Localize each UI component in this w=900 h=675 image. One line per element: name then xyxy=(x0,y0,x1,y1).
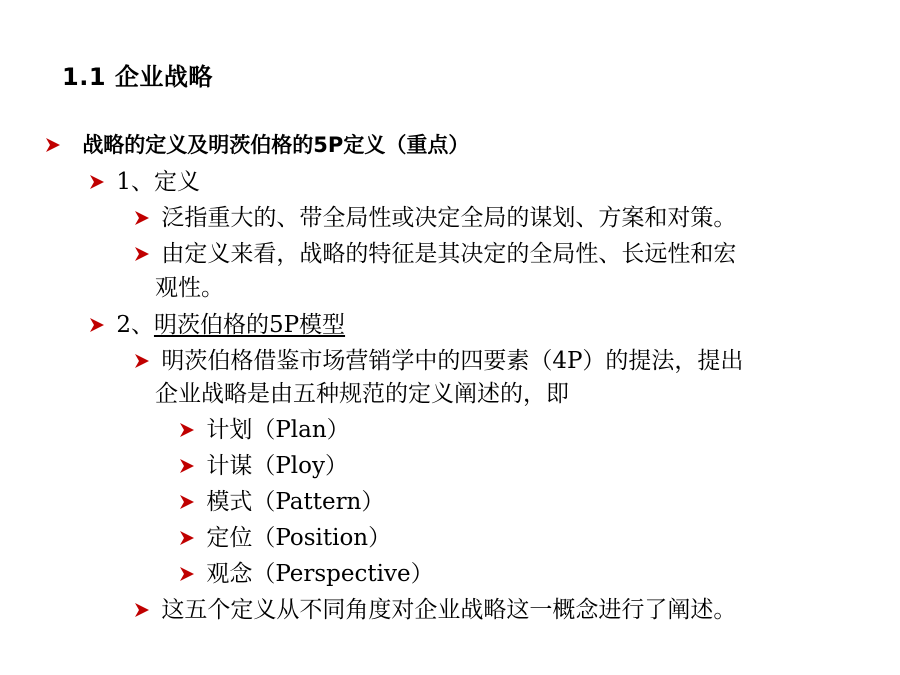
arrow-bullet-icon xyxy=(44,136,62,154)
slide-title: 1.1 企业战略 xyxy=(62,63,213,91)
bullet-text: 计划（Plan） xyxy=(206,417,350,443)
bullet-item-level4 xyxy=(178,557,434,591)
bullet-text: 模式（Pattern） xyxy=(206,489,385,515)
arrow-bullet-icon xyxy=(133,352,151,370)
bullet-text-continuation: 观性。 xyxy=(155,275,224,301)
arrow-bullet-icon xyxy=(133,209,151,227)
bullet-text: 定位（Position） xyxy=(206,525,392,551)
arrow-bullet-icon xyxy=(178,493,196,511)
bullet-text: 这五个定义从不同角度对企业战略这一概念进行了阐述。 xyxy=(161,597,737,623)
bullet-item-level3 xyxy=(133,593,736,627)
arrow-bullet-icon xyxy=(178,457,196,475)
bullet-text: 观念（Perspective） xyxy=(206,561,434,587)
bullet-item-level4 xyxy=(178,449,348,483)
arrow-bullet-icon xyxy=(178,529,196,547)
bullet-item-level4 xyxy=(178,521,391,555)
bullet-item-level4 xyxy=(178,413,350,447)
bullet-item-level3 xyxy=(133,237,736,271)
bullet-item-level1 xyxy=(44,128,469,162)
bullet-text: 明茨伯格借鉴市场营销学中的四要素（4P）的提法，提出 xyxy=(161,348,744,374)
bullet-item-level3 xyxy=(133,201,736,235)
bullet-text: 计谋（Ploy） xyxy=(206,453,348,479)
arrow-bullet-icon xyxy=(88,173,106,191)
bullet-text-continuation: 企业战略是由五种规范的定义阐述的，即 xyxy=(155,381,569,407)
arrow-bullet-icon xyxy=(133,245,151,263)
arrow-bullet-icon xyxy=(133,601,151,619)
bullet-text: 战略的定义及明茨伯格的5P定义（重点） xyxy=(82,133,470,157)
bullet-item-level4 xyxy=(178,485,384,519)
arrow-bullet-icon xyxy=(178,421,196,439)
arrow-bullet-icon xyxy=(88,316,106,334)
arrow-bullet-icon xyxy=(178,565,196,583)
bullet-text: 由定义来看，战略的特征是其决定的全局性、长远性和宏 xyxy=(161,241,737,267)
bullet-text: 明茨伯格的5P模型 xyxy=(153,312,346,338)
bullet-text: 泛指重大的、带全局性或决定全局的谋划、方案和对策。 xyxy=(161,205,737,231)
bullet-item-level2 xyxy=(88,308,345,342)
bullet-prefix: 2、 xyxy=(116,312,154,338)
bullet-item-level3 xyxy=(133,344,743,378)
bullet-text: 1、定义 xyxy=(116,169,200,195)
bullet-item-level2 xyxy=(88,165,200,199)
